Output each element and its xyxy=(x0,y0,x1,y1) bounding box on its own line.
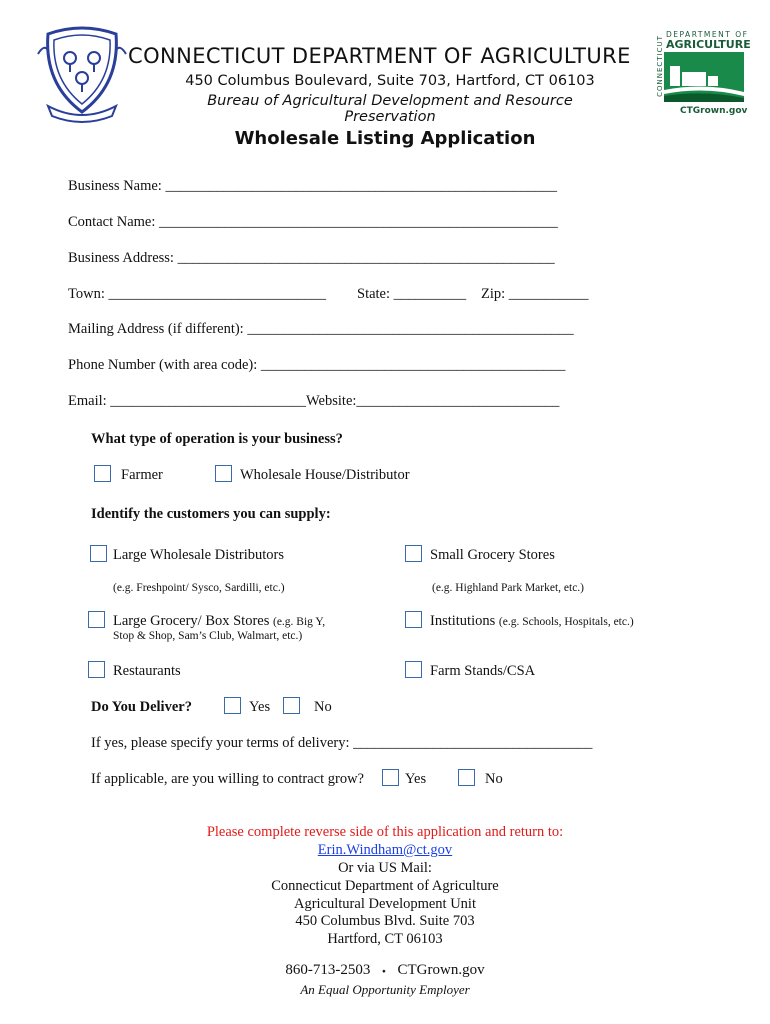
farmer-checkbox[interactable] xyxy=(94,465,111,482)
footer-phone: 860-713-2503 xyxy=(285,962,371,978)
logo-main-text: AGRICULTURE xyxy=(666,38,751,51)
deliver-no-checkbox[interactable] xyxy=(283,697,300,714)
small-grocery-checkbox[interactable] xyxy=(405,545,422,562)
form-title: Wholesale Listing Application xyxy=(234,128,536,149)
state-field[interactable]: State: __________ xyxy=(357,286,467,302)
deliver-question: Do You Deliver? xyxy=(91,699,192,715)
return-instruction: Please complete reverse side of this application and return to: xyxy=(206,824,564,840)
wholesale-house-checkbox[interactable] xyxy=(215,465,232,482)
contract-no-label: No xyxy=(485,771,503,787)
large-grocery-checkbox[interactable] xyxy=(88,611,105,628)
large-wholesale-example: (e.g. Freshpoint/ Sysco, Sardilli, etc.) xyxy=(113,582,285,594)
zip-field[interactable]: Zip: ___________ xyxy=(481,286,589,302)
institutions-label xyxy=(430,613,634,630)
delivery-terms-field[interactable]: If yes, please specify your terms of delivery: _________________________________ xyxy=(91,735,593,751)
state-seal xyxy=(34,24,130,124)
large-wholesale-label: Large Wholesale Distributors xyxy=(113,547,285,563)
email-website-field[interactable]: Email: ___________________________Website:____________________________ xyxy=(68,393,560,409)
agriculture-logo xyxy=(654,28,751,122)
mail-line-2: Agricultural Development Unit xyxy=(293,896,476,912)
farmer-label: Farmer xyxy=(121,467,163,483)
large-grocery-name: Large Grocery/ Box Stores xyxy=(113,613,270,629)
contract-yes-label: Yes xyxy=(405,771,427,787)
logo-side-text: CONNECTICUT xyxy=(656,35,664,97)
footer-separator: ⬩ xyxy=(382,966,386,977)
mail-line-1: Connecticut Department of Agriculture xyxy=(271,878,499,894)
deliver-yes-label: Yes xyxy=(249,699,271,715)
logo-top-text: DEPARTMENT OF xyxy=(666,30,749,39)
business-name-field[interactable]: Business Name: ______________________________________________________ xyxy=(68,178,557,194)
logo-site-text: CTGrown.gov xyxy=(680,106,748,116)
footer-site: CTGrown.gov xyxy=(397,962,485,978)
return-email-row xyxy=(0,842,770,859)
town-field[interactable]: Town: ______________________________ xyxy=(68,286,326,302)
department-title: CONNECTICUT DEPARTMENT OF AGRICULTURE xyxy=(128,44,631,68)
contact-row xyxy=(0,962,770,979)
farm-stands-checkbox[interactable] xyxy=(405,661,422,678)
large-grocery-example-cont: Stop & Shop, Sam’s Club, Walmart, etc.) xyxy=(113,630,303,642)
contract-no-checkbox[interactable] xyxy=(458,769,475,786)
institutions-example: (e.g. Schools, Hospitals, etc.) xyxy=(498,616,634,628)
institutions-checkbox[interactable] xyxy=(405,611,422,628)
bureau-name: Bureau of Agricultural Development and Resource Preservation xyxy=(207,93,573,125)
mailing-address-field[interactable]: Mailing Address (if different): _____________________________________________ xyxy=(68,321,574,337)
contract-yes-checkbox[interactable] xyxy=(382,769,399,786)
customers-question: Identify the customers you can supply: xyxy=(91,506,331,522)
phone-field[interactable]: Phone Number (with area code): __________________________________________ xyxy=(68,357,566,373)
large-grocery-label xyxy=(113,613,325,630)
department-address: 450 Columbus Boulevard, Suite 703, Hartford, CT 06103 xyxy=(185,73,595,89)
farm-stands-label: Farm Stands/CSA xyxy=(430,663,536,679)
large-wholesale-checkbox[interactable] xyxy=(90,545,107,562)
small-grocery-example: (e.g. Highland Park Market, etc.) xyxy=(432,582,585,594)
mail-line-3: 450 Columbus Blvd. Suite 703 xyxy=(295,913,475,929)
institutions-name: Institutions xyxy=(430,613,496,629)
small-grocery-label: Small Grocery Stores xyxy=(430,547,555,563)
wholesale-house-label: Wholesale House/Distributor xyxy=(240,467,410,483)
business-address-field[interactable]: Business Address: ____________________________________________________ xyxy=(68,250,555,266)
return-email-link[interactable]: Erin.Windham@ct.gov xyxy=(317,842,453,858)
contact-name-field[interactable]: Contact Name: _______________________________________________________ xyxy=(68,214,558,230)
mail-heading: Or via US Mail: xyxy=(338,860,432,876)
operation-question: What type of operation is your business? xyxy=(91,431,343,447)
contract-grow-question: If applicable, are you willing to contract grow? xyxy=(91,771,364,787)
restaurants-label: Restaurants xyxy=(113,663,181,679)
deliver-no-label: No xyxy=(314,699,332,715)
restaurants-checkbox[interactable] xyxy=(88,661,105,678)
deliver-yes-checkbox[interactable] xyxy=(224,697,241,714)
equal-opportunity-note: An Equal Opportunity Employer xyxy=(300,982,470,997)
mail-line-4: Hartford, CT 06103 xyxy=(327,931,443,947)
large-grocery-example: (e.g. Big Y, xyxy=(273,616,326,628)
